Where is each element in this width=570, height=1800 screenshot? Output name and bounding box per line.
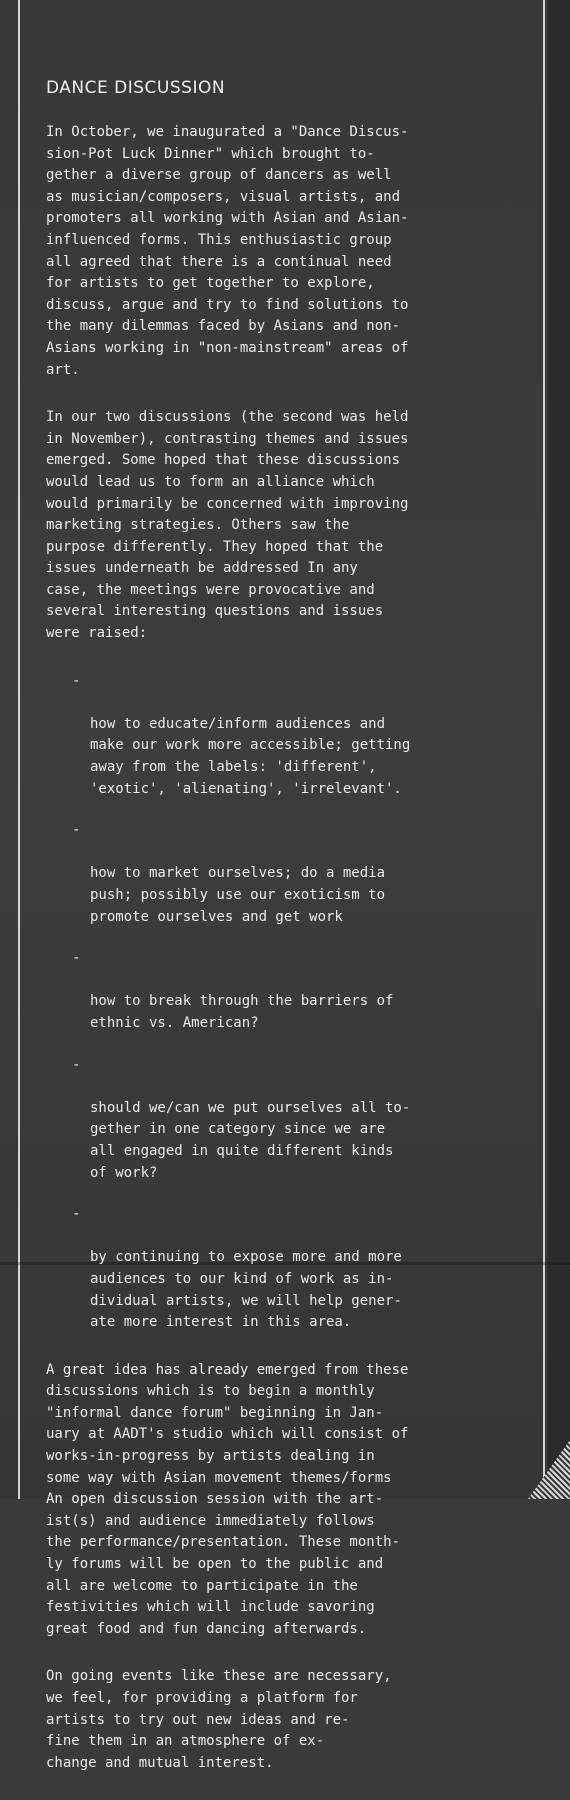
discussions-paragraph: In our two discussions (the second was held in November), contrasting themes and issues emerged. Some hoped that these discussions would lead us to form an alliance which would primarily be concerned with improving marketing strategies. Others saw the purpose differently. They hoped that the issues underneath be addressed In any case, the meetings were provocative and several interesting questions and issues were raised: xyxy=(46,409,409,642)
bullet-dash: - xyxy=(72,1056,81,1073)
list-item xyxy=(46,948,496,1034)
left-column-rule xyxy=(18,0,20,1499)
article-column xyxy=(46,78,496,1800)
bullet-dash: - xyxy=(72,950,81,967)
list-item xyxy=(46,820,496,928)
list-item-text: how to market ourselves; do a media push; possibly use our exoticism to promote ourselves and get work xyxy=(90,865,386,925)
bullet-dash: - xyxy=(72,672,81,689)
list-item-text: should we/can we put ourselves all to- gether in one category since we are all engaged in quite different kinds of work? xyxy=(90,1099,411,1181)
forum-paragraph: A great idea has already emerged from these discussions which is to begin a monthly "informal dance forum" beginning in Jan- uary at AADT's studio which will consist of works-in-progress by artists dealing in some way with Asian movement themes/forms An open discussion session with the art- ist(s) and audience immediately follows the performance/presentation. These month- ly forums will be open to the public and all are welcome to participate in the festivities which will include savoring great food and fun dancing afterwards. xyxy=(46,1361,409,1637)
article-heading: DANCE DISCUSSION xyxy=(46,78,226,98)
closing-paragraph: On going events like these are necessary, we feel, for providing a platform for artists to try out new ideas and re- fine them in an atmosphere of ex- change and mutual interest. xyxy=(46,1668,392,1771)
list-item-text: by continuing to expose more and more audiences to our kind of work as in- dividual artists, we will help gener- ate more interest in this area. xyxy=(90,1249,402,1331)
right-column-rule xyxy=(543,0,545,1499)
list-item-text: how to educate/inform audiences and make our work more accessible; getting away from the labels: 'different', 'exotic', 'alienating', 'irrelevant'. xyxy=(90,715,411,797)
issues-list xyxy=(46,671,496,1334)
list-item xyxy=(46,1204,496,1334)
intro-paragraph: In October, we inaugurated a "Dance Discus- sion-Pot Luck Dinner" which brought to- gether a diverse group of dancers as well as musician/composers, visual artists, and promoters all working with Asian and Asian- influenced forms. This enthusiastic group all agreed that there is a continual need for artists to get together to explore, discuss, argue and try to find solutions to the many dilemmas faced by Asians and non- Asians working in "non-mainstream" areas of art. xyxy=(46,124,409,378)
bullet-dash: - xyxy=(72,822,81,839)
list-item xyxy=(46,671,496,801)
list-item xyxy=(46,1055,496,1185)
list-item-text: how to break through the barriers of ethnic vs. American? xyxy=(90,993,394,1031)
adjacent-column-edge xyxy=(548,0,570,1499)
bullet-dash: - xyxy=(72,1206,81,1223)
